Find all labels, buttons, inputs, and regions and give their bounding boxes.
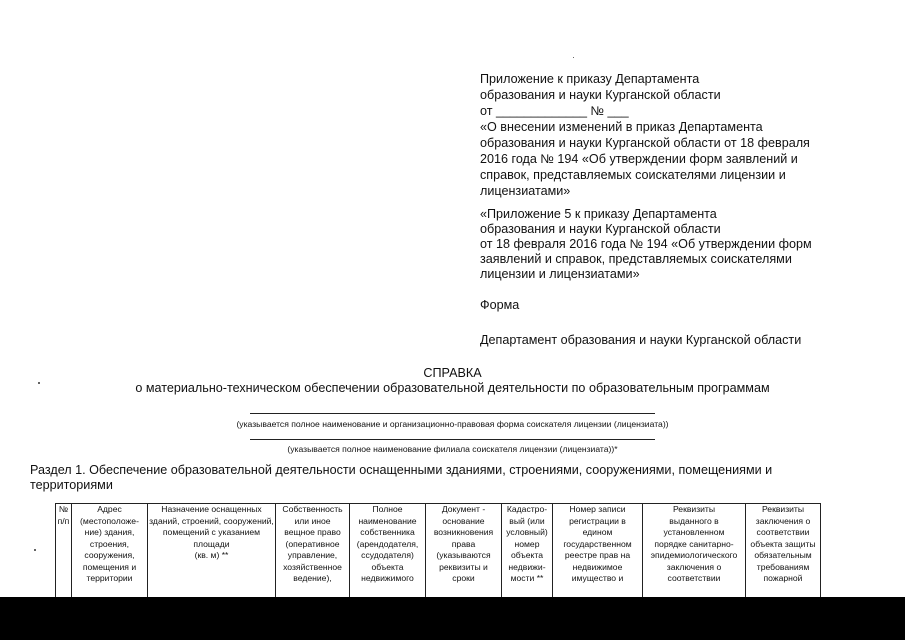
department-name: Департамент образования и науки Курганской области — [480, 333, 802, 347]
header-cell: Номер записи регистрации в едином государственном реестре прав на недвижимое имущество и — [553, 504, 643, 599]
header-line: от 18 февраля 2016 года № 194 «Об утверждении форм — [480, 237, 812, 251]
header-line: лицензиатами» — [480, 184, 571, 198]
section-heading-cont: территориями — [30, 478, 113, 492]
document-title: СПРАВКА — [423, 366, 482, 380]
scan-speck — [38, 382, 40, 384]
section-heading: Раздел 1. Обеспечение образовательной деятельности оснащенными зданиями, строениями, сооружениями, помещениями и — [30, 463, 773, 477]
header-line: 2016 года № 194 «Об утверждении форм заявлений и — [480, 152, 798, 166]
header-line: образования и науки Курганской области от 18 февраля — [480, 136, 810, 150]
header-cell: Реквизиты заключения о соответствии объекта защиты обязательным требованиям пожарной — [746, 504, 821, 599]
header-line: образования и науки Курганской области — [480, 88, 721, 102]
header-line: образования и науки Курганской области — [480, 222, 721, 236]
header-line: от _____________ № ___ — [480, 104, 629, 118]
header-cell: Документ - основание возникновения права (указываются реквизиты и сроки — [426, 504, 502, 599]
header-line: лицензии и лицензиатами» — [480, 267, 640, 281]
header-cell: Реквизиты выданного в установленном порядке санитарно- эпидемиологического заключения о соответствии — [643, 504, 746, 599]
form-label: Форма — [480, 298, 520, 312]
header-line: «О внесении изменений в приказ Департамента — [480, 120, 763, 134]
branch-name-hint: (указывается полное наименование филиала соискателя лицензии (лицензиата))* — [287, 444, 618, 454]
header-line: справок, представляемых соискателями лицензии и — [480, 168, 786, 182]
header-cell: Собственность или иное вещное право (оперативное управление, хозяйственное ведение), — [276, 504, 350, 599]
header-cell: Назначение оснащенных зданий, строений, сооружений, помещений с указанием площади (кв. м) ** — [148, 504, 276, 599]
header-line: заявлений и справок, представляемых соискателями — [480, 252, 792, 266]
table-header-row — [56, 504, 821, 599]
facilities-table — [55, 503, 821, 599]
header-cell: № п/п — [56, 504, 72, 599]
scan-border — [0, 597, 905, 640]
applicant-name-line — [250, 413, 655, 414]
branch-name-line — [250, 439, 655, 440]
applicant-name-hint: (указывается полное наименование и организационно-правовая форма соискателя лицензии (лицензиата)) — [236, 419, 669, 429]
header-line: «Приложение 5 к приказу Департамента — [480, 207, 717, 221]
document-subtitle: о материально-техническом обеспечении образовательной деятельности по образовательным программам — [135, 381, 770, 395]
header-line: Приложение к приказу Департамента — [480, 72, 700, 86]
header-cell: Кадастро- вый (или условный) номер объекта недвижи- мости ** — [502, 504, 553, 599]
header-cell: Адрес (местоположе- ние) здания, строения, сооружения, помещения и территории — [72, 504, 148, 599]
scan-speck — [34, 549, 36, 551]
scan-speck — [573, 57, 574, 58]
header-cell: Полное наименование собственника (арендодателя, ссудодателя) объекта недвижимого — [350, 504, 426, 599]
